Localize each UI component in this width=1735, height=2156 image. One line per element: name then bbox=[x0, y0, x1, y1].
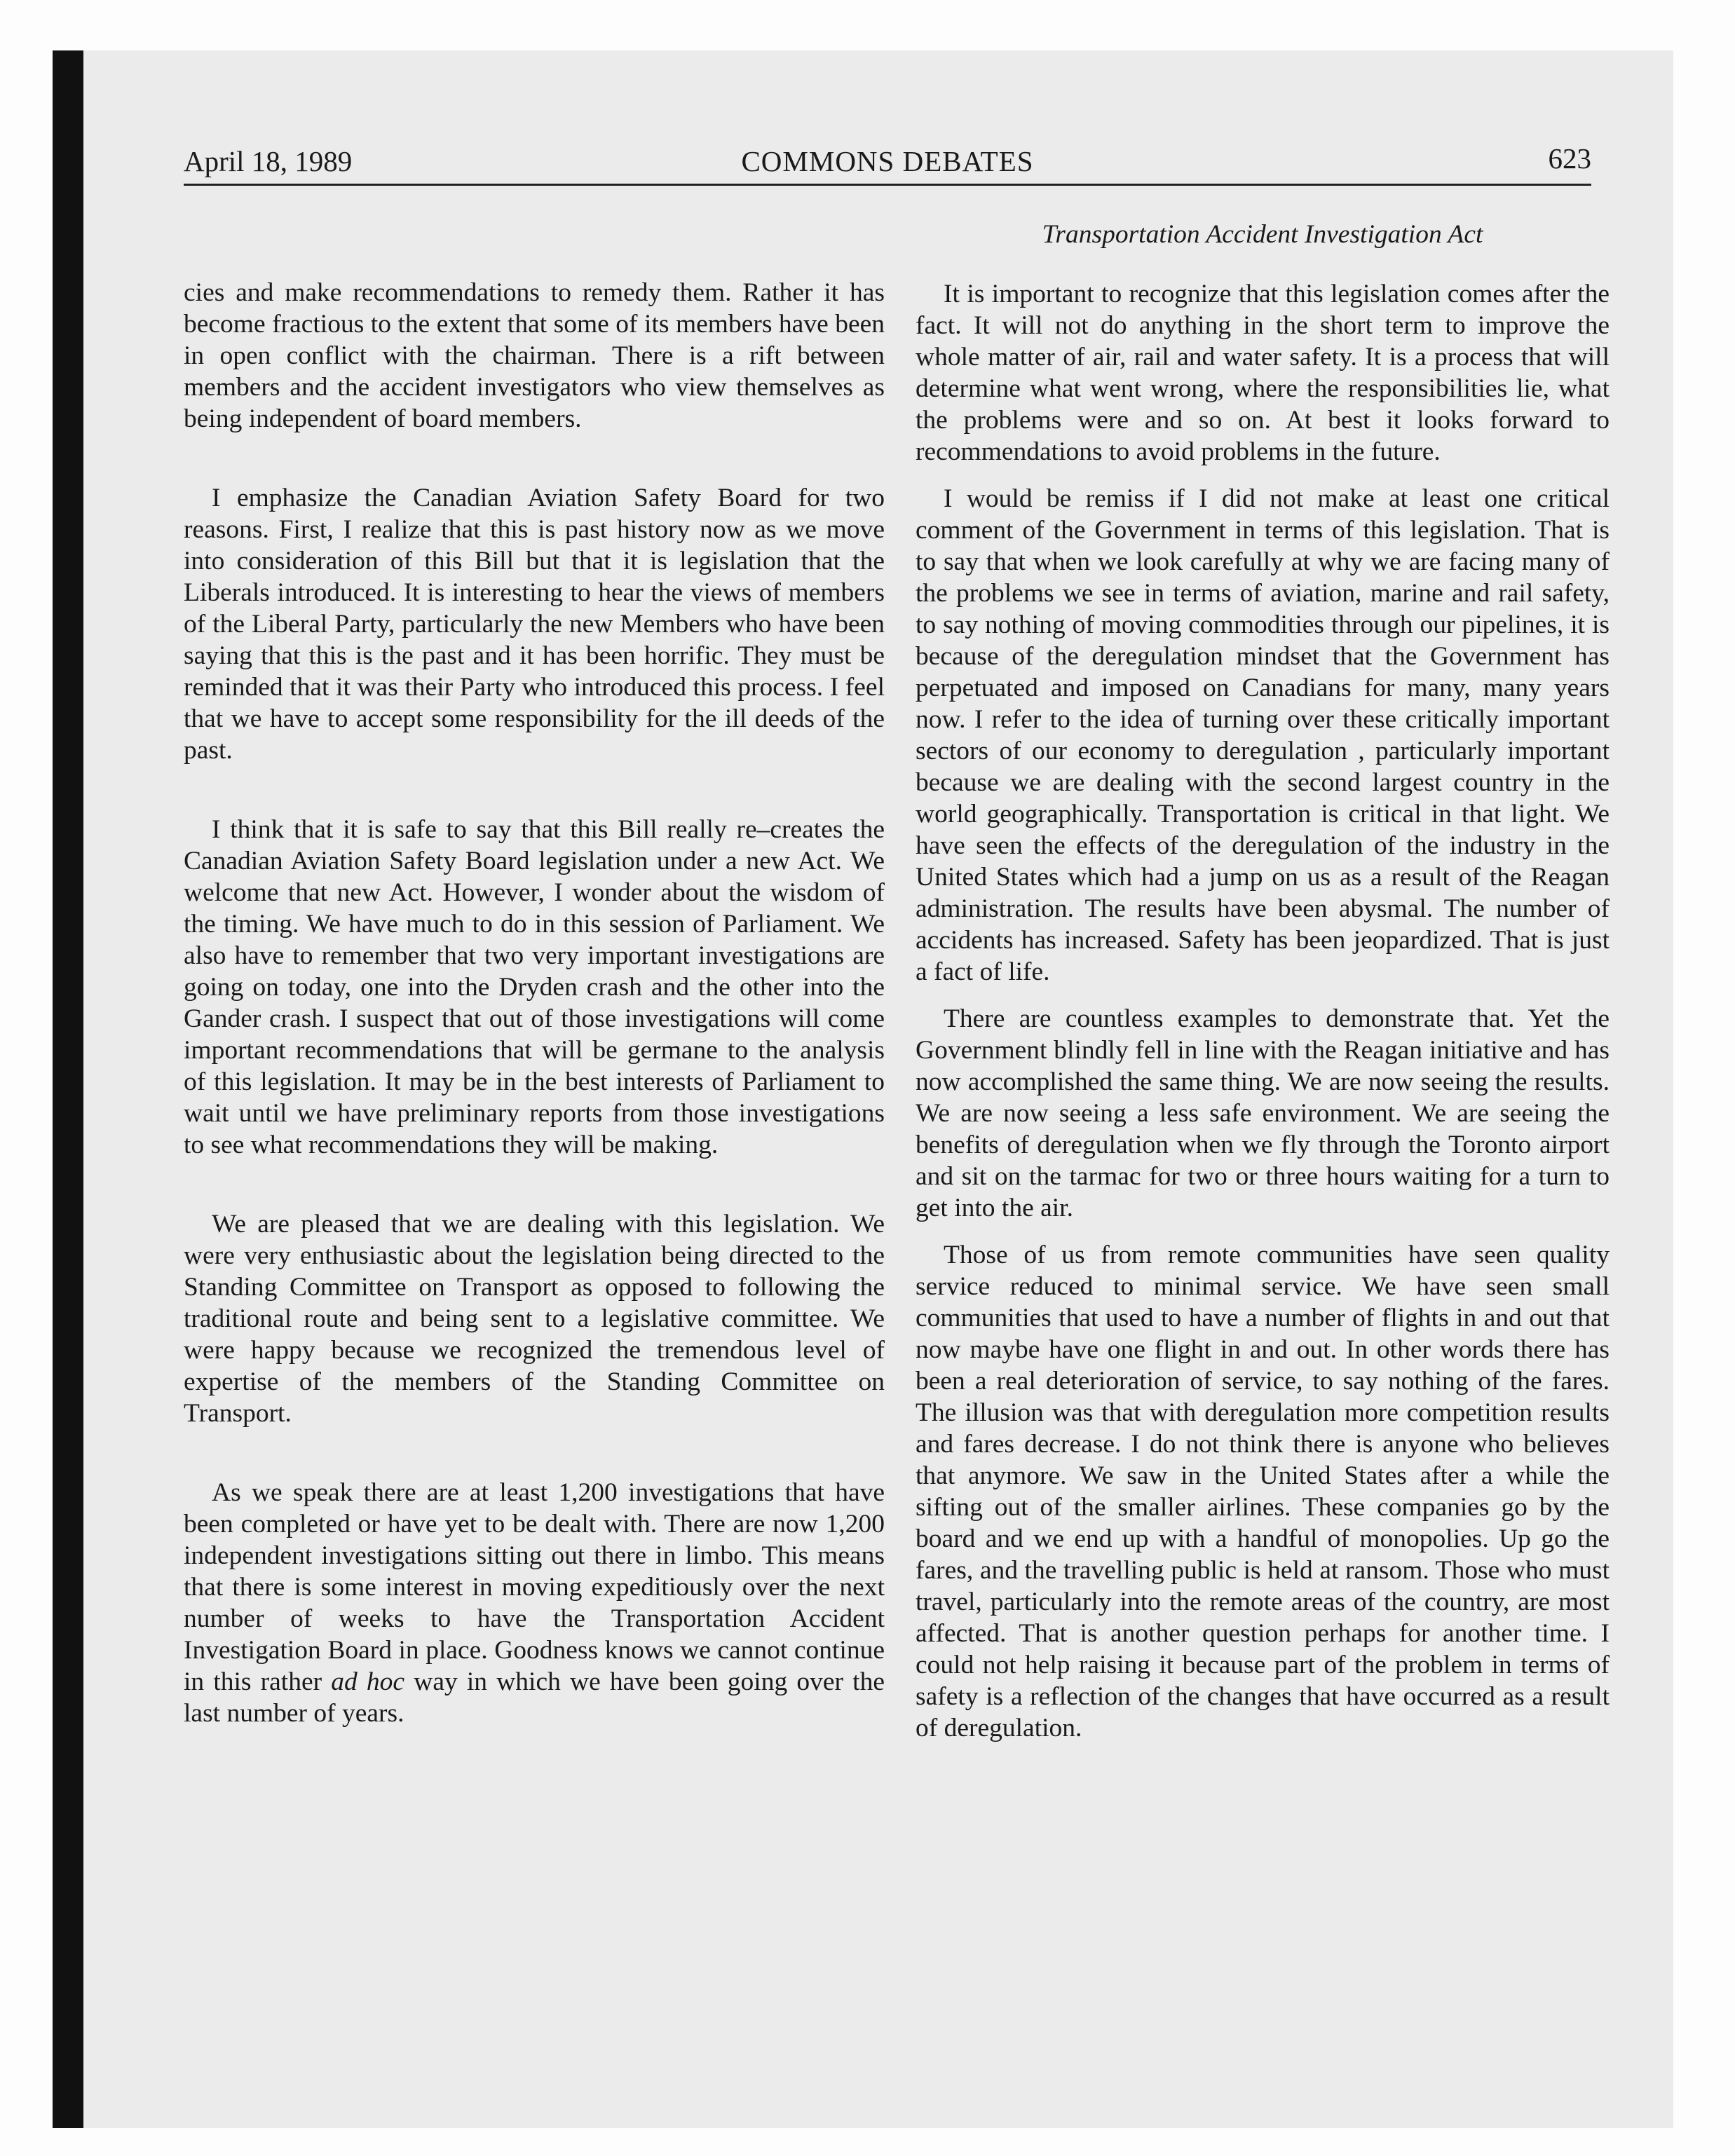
left-paragraph-4: We are pleased that we are dealing with this legislation. We were very enthusiastic about the legislation being directed to the Standing Committee on Transport as opposed to following the traditional route and being sent to a legislative committee. We were happy because we recognized the tremendous level of expertise of the members of the Standing Committee on Transport. bbox=[184, 1210, 885, 1428]
paragraph-text: As we speak there are at least 1,200 investigations that have been completed or have yet to be dealt with. There are now 1,200 independent investigations sitting out there in limbo. This means that there is some interest in moving expeditiously over the next number of weeks to have the Transportation Accident Investigation Board in place. Goodness knows we cannot continue in this rather bbox=[184, 1478, 885, 1696]
header-date: April 18, 1989 bbox=[184, 145, 353, 177]
paragraph-text: way in which we have been going over the last number of years. bbox=[184, 1667, 885, 1728]
right-column bbox=[916, 219, 1610, 1744]
running-head: Transportation Accident Investigation Act bbox=[1042, 220, 1483, 249]
right-paragraph-2: I would be remiss if I did not make at least one critical comment of the Government in terms of this legislation. That is to say that when we look carefully at why we are facing many of the problems we see in terms of aviation, marine and rail safety, to say nothing of moving commodities through our pipelines, it is because of the deregulation mindset that the Government has perpetuated and imposed on Canadians for many, many years now. I refer to the idea of turning over these critically important sectors of our economy to deregulation , particularly important because we are dealing with the second largest country in the world geographically. Transportation is critical in that light. We have seen the effects of the deregulation of the industry in the United States which had a jump on us as a result of the Reagan administration. The results have been abysmal. The number of accidents has increased. Safety has been jeopardized. That is just a fact of life. bbox=[916, 484, 1610, 986]
header-title: COMMONS DEBATES bbox=[741, 145, 1034, 177]
scan-edge-strip bbox=[53, 50, 83, 2128]
left-paragraph-2: I emphasize the Canadian Aviation Safety Board for two reasons. First, I realize that this is past history now as we move into consideration of this Bill but that it is legislation that the Liberals introduced. It is interesting to hear the views of members of the Liberal Party, particularly the new Members who have been saying that this is the past and it has been horrific. They must be reminded that it was their Party who introduced this process. I feel that we have to accept some responsibility for the ill deeds of the past. bbox=[184, 484, 885, 765]
left-paragraph-3: I think that it is safe to say that this Bill really re–creates the Canadian Aviation Safety Board legislation under a new Act. We welcome that new Act. However, I wonder about the wisdom of the timing. We have much to do in this session of Parliament. We also have to remember that two very important investigations are going on today, one into the Dryden crash and the other into the Gander crash. I suspect that out of those investigations will come important recommendations that will be germane to the analysis of this legislation. It may be in the best interests of Parliament to wait until we have preliminary reports from those investigations to see what recommendations they will be making. bbox=[184, 815, 885, 1159]
page-header bbox=[184, 140, 1591, 182]
header-rule bbox=[184, 184, 1591, 186]
left-column bbox=[184, 277, 885, 1729]
left-paragraph-5 bbox=[184, 1477, 885, 1729]
right-paragraph-4: Those of us from remote communities have seen quality service reduced to minimal service. We have seen small communities that used to have a number of flights in and out that now maybe have one flight in and out. In other words there has been a real deterioration of service, to say nothing of the fares. The illusion was that with deregulation more competition results and fares decrease. I do not think there is anyone who believes that anymore. We saw in the United States after a while the sifting out of the smaller airlines. These companies go by the board and we end up with a handful of monopolies. Up go the fares, and the travelling public is held at ransom. Those who must travel, particularly into the remote areas of the country, are most affected. That is another question perhaps for another time. I could not help raising it because part of the problem in terms of safety is a reflection of the changes that have occurred as a result of deregulation. bbox=[916, 1241, 1610, 1742]
italic-phrase: ad hoc bbox=[331, 1667, 405, 1696]
left-paragraph-1: cies and make recommendations to remedy them. Rather it has become fractious to the extent that some of its members have been in open conflict with the chairman. There is a rift between members and the accident investigators who view themselves as being independent of board members. bbox=[184, 278, 885, 433]
right-paragraph-3: There are countless examples to demonstrate that. Yet the Government blindly fell in line with the Reagan initiative and has now accomplished the same thing. We are now seeing the results. We are now seeing a less safe environment. We are seeing the benefits of deregulation when we fly through the Toronto airport and sit on the tarmac for two or three hours waiting for a turn to get into the air. bbox=[916, 1004, 1610, 1222]
page-number: 623 bbox=[1548, 142, 1591, 175]
right-paragraph-1: It is important to recognize that this legislation comes after the fact. It will not do anything in the short term to improve the whole matter of air, rail and water safety. It is a process that will determine what went wrong, where the responsibilities lie, what the problems were and so on. At best it looks forward to recommendations to avoid problems in the future. bbox=[916, 280, 1610, 466]
